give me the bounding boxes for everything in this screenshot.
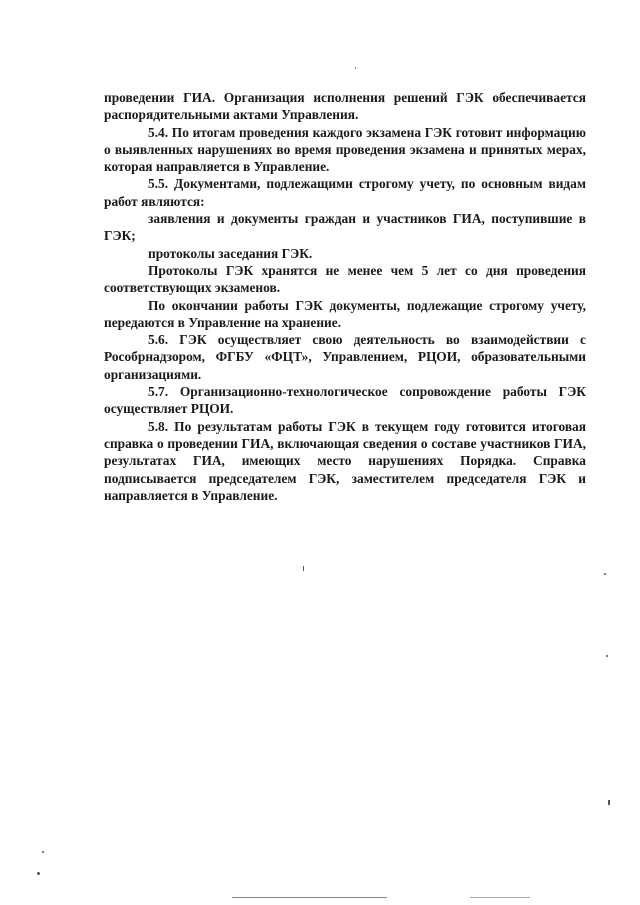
paragraph-protocol-storage: Протоколы ГЭК хранятся не менее чем 5 лет со дня проведения соответствующих экзаменов. <box>104 262 586 296</box>
scan-speck <box>37 872 40 875</box>
scan-speck <box>606 655 608 657</box>
document-body <box>104 89 586 504</box>
paragraph-5-7: 5.7. Организационно-технологическое сопровождение работы ГЭК осуществляет РЦОИ. <box>104 384 586 417</box>
scan-speck <box>355 67 356 69</box>
paragraph-5-8: 5.8. По результатам работы ГЭК в текущем году готовится итоговая справка о проведении ГИА, включающая сведения о составе участников ГИА, результатах ГИА, имеющих место нарушениях Порядка. Справка подписывается председателем ГЭК, заместителем председателя ГЭК и направляется в Управление. <box>104 418 586 503</box>
scan-speck <box>303 566 304 571</box>
scan-speck <box>604 573 606 575</box>
scan-edge-line <box>470 897 530 898</box>
paragraph-5-4: 5.4. По итогам проведения каждого экзамена ГЭК готовит информацию о выявленных нарушениях во время проведения экзамена и принятых мерах, которая направляется в Управление. <box>104 124 586 175</box>
paragraph-5-5: 5.5. Документами, подлежащими строгому учету, по основным видам работ являются: <box>104 176 586 209</box>
paragraph-document-transfer: По окончании работы ГЭК документы, подлежащие строгому учету, передаются в Управление на хранение. <box>104 297 586 330</box>
scan-edge-line <box>232 897 387 898</box>
paragraph-5-6: 5.6. ГЭК осуществляет свою деятельность во взаимодействии с Рособрнадзором, ФГБУ «ФЦТ», Управлением, РЦОИ, образовательными организациями. <box>104 332 586 382</box>
paragraph-applications: заявления и документы граждан и участников ГИА, поступившие в ГЭК; <box>104 211 586 244</box>
scan-speck <box>42 851 44 853</box>
scan-speck <box>608 800 610 805</box>
paragraph-protocols: протоколы заседания ГЭК. <box>148 245 313 261</box>
paragraph-gia-continuation: проведении ГИА. Организация исполнения решений ГЭК обеспечивается распорядительными актами Управления. <box>104 90 586 123</box>
